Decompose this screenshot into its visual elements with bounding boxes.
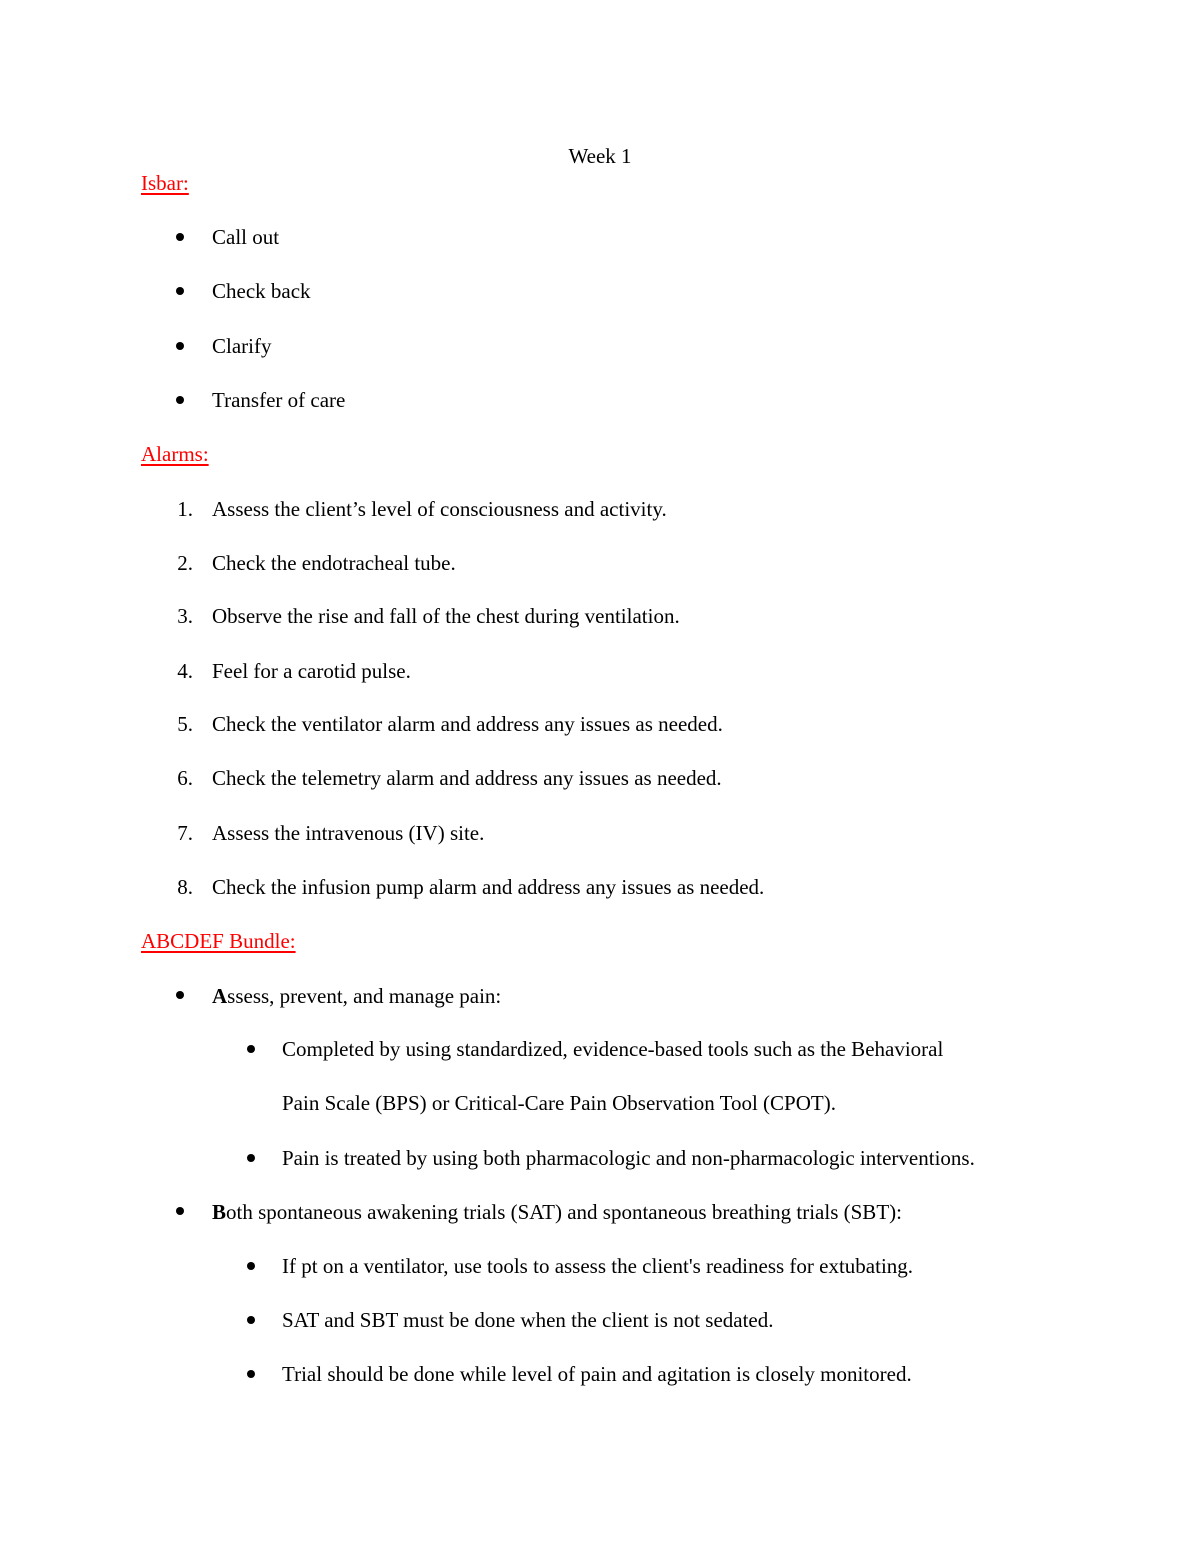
list-item: Clarify — [212, 334, 272, 358]
bullet-icon — [247, 1262, 255, 1270]
alarms-heading: Alarms: — [141, 442, 209, 466]
bullet-icon — [176, 1207, 184, 1215]
list-item: Check the telemetry alarm and address any issues as needed. — [212, 766, 722, 790]
bullet-icon — [247, 1154, 255, 1162]
sub-list-item: If pt on a ventilator, use tools to assess the client's readiness for extubating. — [282, 1254, 914, 1278]
list-item: Observe the rise and fall of the chest during ventilation. — [212, 604, 680, 628]
bullet-icon — [247, 1045, 255, 1053]
list-item: Assess the client’s level of consciousness and activity. — [212, 497, 667, 521]
bullet-icon — [176, 233, 184, 241]
bullet-icon — [176, 287, 184, 295]
list-number: 1. — [177, 497, 193, 521]
list-number: 7. — [177, 821, 193, 845]
bold-lead-letter: B — [212, 1200, 227, 1224]
bullet-icon — [176, 342, 184, 350]
list-item-text: oth spontaneous awakening trials (SAT) and spontaneous breathing trials (SBT): — [226, 1200, 902, 1224]
list-item — [212, 982, 501, 1010]
list-item: Assess the intravenous (IV) site. — [212, 821, 485, 845]
isbar-heading: Isbar: — [141, 171, 189, 195]
list-number: 2. — [177, 551, 193, 575]
sub-list-item: Completed by using standardized, evidence-based tools such as the Behavioral — [282, 1037, 944, 1061]
bullet-icon — [176, 396, 184, 404]
list-number: 8. — [177, 875, 193, 899]
list-item: Check the endotracheal tube. — [212, 551, 456, 575]
list-item: Transfer of care — [212, 388, 346, 412]
list-item: Check back — [212, 279, 311, 303]
page-title: Week 1 — [568, 144, 632, 168]
list-item: Call out — [212, 225, 280, 249]
list-item: Feel for a carotid pulse. — [212, 659, 411, 683]
list-item — [212, 1198, 902, 1226]
bullet-icon — [247, 1316, 255, 1324]
bullet-icon — [247, 1370, 255, 1378]
abcdef-heading: ABCDEF Bundle: — [141, 929, 296, 953]
list-item-text: ssess, prevent, and manage pain: — [227, 984, 502, 1008]
list-item: Check the ventilator alarm and address any issues as needed. — [212, 712, 723, 736]
list-item: Check the infusion pump alarm and address any issues as needed. — [212, 875, 765, 899]
bullet-icon — [176, 991, 184, 999]
sub-list-item: Trial should be done while level of pain and agitation is closely monitored. — [282, 1362, 912, 1386]
bold-lead-letter: A — [212, 984, 228, 1008]
list-number: 6. — [177, 766, 193, 790]
sub-list-item: Pain is treated by using both pharmacologic and non-pharmacologic interventions. — [282, 1146, 975, 1170]
sub-list-item-continuation: Pain Scale (BPS) or Critical-Care Pain Observation Tool (CPOT). — [282, 1091, 836, 1115]
list-number: 3. — [177, 604, 193, 628]
list-number: 4. — [177, 659, 193, 683]
sub-list-item: SAT and SBT must be done when the client is not sedated. — [282, 1308, 774, 1332]
list-number: 5. — [177, 712, 193, 736]
